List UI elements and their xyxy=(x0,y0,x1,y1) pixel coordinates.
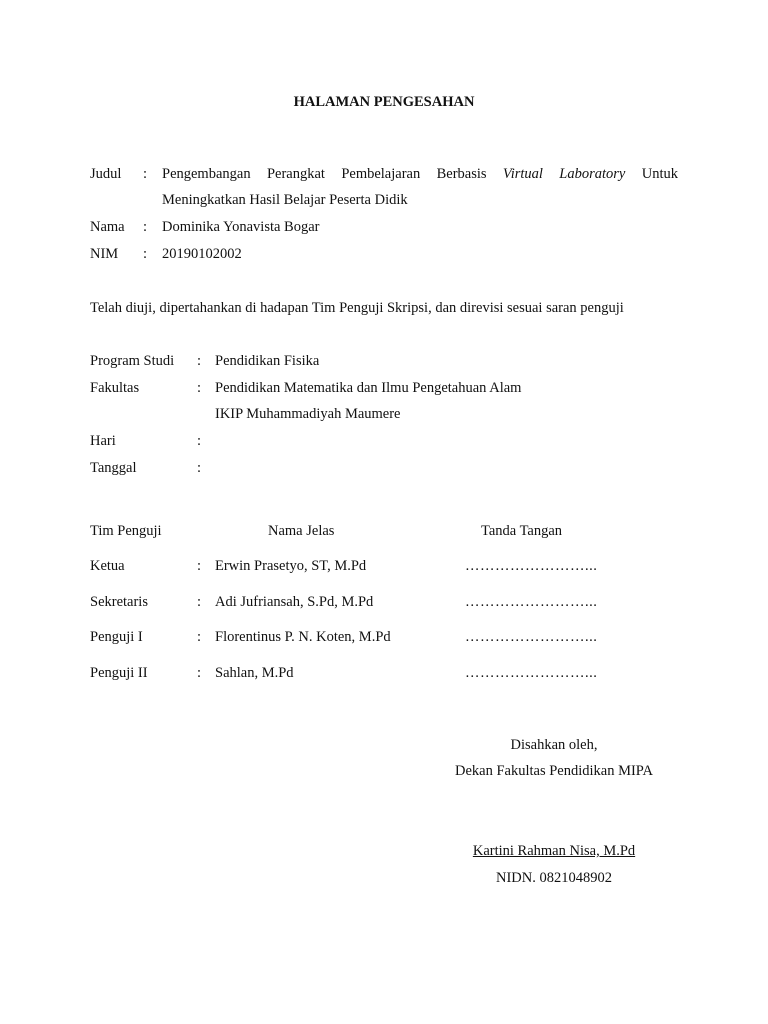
committee-colon: : xyxy=(197,665,202,681)
prodi-label: Program Studi xyxy=(90,353,175,369)
committee-role: Sekretaris xyxy=(90,594,148,610)
committee-header-name: Nama Jelas xyxy=(268,523,335,539)
signer-name-text: Kartini Rahman Nisa, M.Pd xyxy=(472,843,636,859)
fakultas-value-line1: Pendidikan Matematika dan Ilmu Pengetahuan Alam xyxy=(215,380,522,396)
prodi-value: Pendidikan Fisika xyxy=(215,353,320,369)
fakultas-colon: : xyxy=(197,380,202,396)
tanggal-label: Tanggal xyxy=(90,460,137,476)
committee-name: Sahlan, M.Pd xyxy=(215,665,294,681)
judul-label: Judul xyxy=(90,166,122,182)
signer-name xyxy=(410,844,698,859)
judul-value-line2: Meningkatkan Hasil Belajar Peserta Didik xyxy=(162,192,408,208)
committee-role: Ketua xyxy=(90,558,125,574)
committee-role: Penguji I xyxy=(90,629,143,645)
committee-colon: : xyxy=(197,629,202,645)
judul-line1-italic: Virtual Laboratory xyxy=(502,166,626,182)
nim-colon: : xyxy=(143,246,148,262)
approval-line1: Disahkan oleh, xyxy=(510,737,598,753)
judul-line1-text: Pengembangan Perangkat Pembelajaran Berbasis xyxy=(162,166,487,182)
committee-name: Adi Jufriansah, S.Pd, M.Pd xyxy=(215,594,374,610)
committee-name: Erwin Prasetyo, ST, M.Pd xyxy=(215,558,367,574)
tanggal-colon: : xyxy=(197,460,202,476)
committee-signature-line: ……………………... xyxy=(465,665,598,681)
nim-value: 20190102002 xyxy=(162,246,242,262)
judul-value-line1 xyxy=(162,167,678,182)
statement-text: Telah diuji, dipertahankan di hadapan Tim Penguji Skripsi, dan direvisi sesuai saran penguji xyxy=(90,300,624,316)
hari-label: Hari xyxy=(90,433,116,449)
nim-label: NIM xyxy=(90,246,119,262)
signer-id: NIDN. 0821048902 xyxy=(496,870,612,886)
approval-line2: Dekan Fakultas Pendidikan MIPA xyxy=(454,763,654,779)
nama-colon: : xyxy=(143,219,148,235)
nama-value: Dominika Yonavista Bogar xyxy=(162,219,320,235)
committee-signature-line: ……………………... xyxy=(465,629,598,645)
committee-role: Penguji II xyxy=(90,665,148,681)
nama-label: Nama xyxy=(90,219,125,235)
hari-colon: : xyxy=(197,433,202,449)
judul-line1-end: Untuk xyxy=(641,166,678,182)
fakultas-label: Fakultas xyxy=(90,380,140,396)
committee-signature-line: ……………………... xyxy=(465,558,598,574)
committee-colon: : xyxy=(197,558,202,574)
committee-header-signature: Tanda Tangan xyxy=(481,523,563,539)
fakultas-value-line2: IKIP Muhammadiyah Maumere xyxy=(215,406,401,422)
page-title: HALAMAN PENGESAHAN xyxy=(293,94,475,110)
committee-header-role: Tim Penguji xyxy=(90,523,162,539)
prodi-colon: : xyxy=(197,353,202,369)
committee-name: Florentinus P. N. Koten, M.Pd xyxy=(215,629,391,645)
judul-colon: : xyxy=(143,166,148,182)
committee-signature-line: ……………………... xyxy=(465,594,598,610)
committee-colon: : xyxy=(197,594,202,610)
